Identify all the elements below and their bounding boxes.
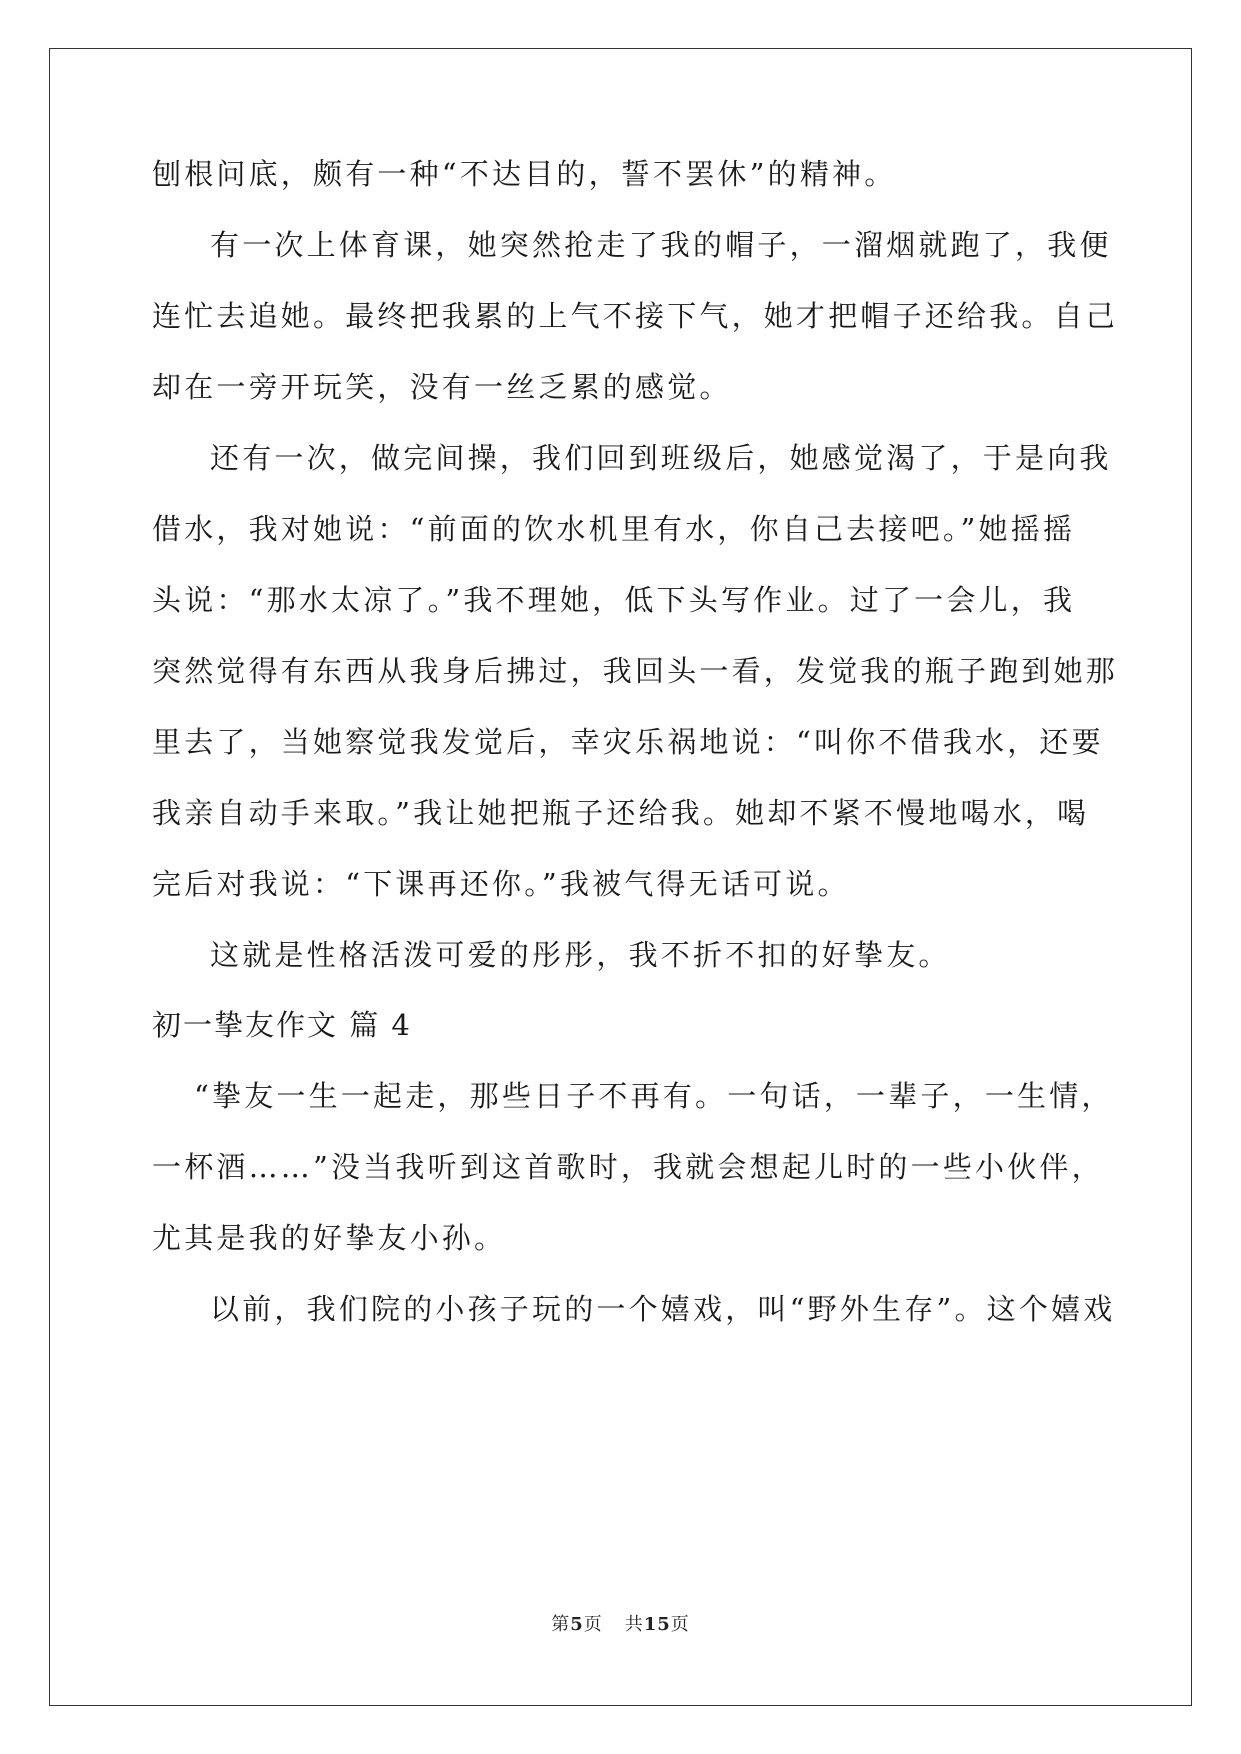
footer-total-suffix: 页: [670, 1614, 690, 1635]
footer-page-suffix: 页: [583, 1614, 603, 1635]
text-line: 连忙去追她。最终把我累的上气不接下气，她才把帽子还给我。自己: [152, 299, 1119, 333]
page-footer: [0, 1613, 1241, 1637]
text-line: 一杯酒……”没当我听到这首歌时，我就会想起儿时的一些小伙伴，: [152, 1150, 1104, 1184]
paragraph-first-line: 有一次上体育课，她突然抢走了我的帽子，一溜烟就跑了，我便: [210, 228, 1112, 262]
text-line: 借水，我对她说：“前面的饮水机里有水，你自己去接吧。”她摇摇: [152, 512, 1076, 546]
text-line: 突然觉得有东西从我身后拂过，我回头一看，发觉我的瓶子跑到她那: [152, 654, 1119, 688]
text-line: 刨根问底，颇有一种“不达目的，誓不罢休”的精神。: [152, 157, 897, 191]
paragraph-first-line: 还有一次，做完间操，我们回到班级后，她感觉渴了，于是向我: [210, 441, 1112, 475]
text-line: 尤其是我的好挚友小孙。: [152, 1221, 507, 1255]
paragraph-first-line: 以前，我们院的小孩子玩的一个嬉戏，叫“野外生存”。这个嬉戏: [210, 1292, 1116, 1326]
footer-page-prefix: 第: [551, 1614, 571, 1635]
text-line: 头说：“那水太凉了。”我不理她，低下头写作业。过了一会儿，我: [152, 583, 1076, 617]
section-heading: 初一挚友作文 篇 4: [152, 1008, 412, 1042]
text-line: 我亲自动手来取。”我让她把瓶子还给我。她却不紧不慢地喝水，喝: [152, 796, 1090, 830]
footer-page-number: 5: [570, 1614, 584, 1635]
text-line: 里去了，当她察觉我发觉后，幸灾乐祸地说：“叫你不借我水，还要: [152, 725, 1104, 759]
text-line: 却在一旁开玩笑，没有一丝乏累的感觉。: [152, 370, 732, 404]
footer-total-pages: 15: [643, 1614, 671, 1635]
paragraph-first-line: 这就是性格活泼可爱的彤彤，我不折不扣的好挚友。: [210, 938, 951, 972]
footer-total-prefix: 共: [624, 1614, 644, 1635]
text-line: 完后对我说：“下课再还你。”我被气得无话可说。: [152, 867, 850, 901]
paragraph-first-line: “挚友一生一起走，那些日子不再有。一句话，一辈子，一生情，: [194, 1079, 1114, 1113]
